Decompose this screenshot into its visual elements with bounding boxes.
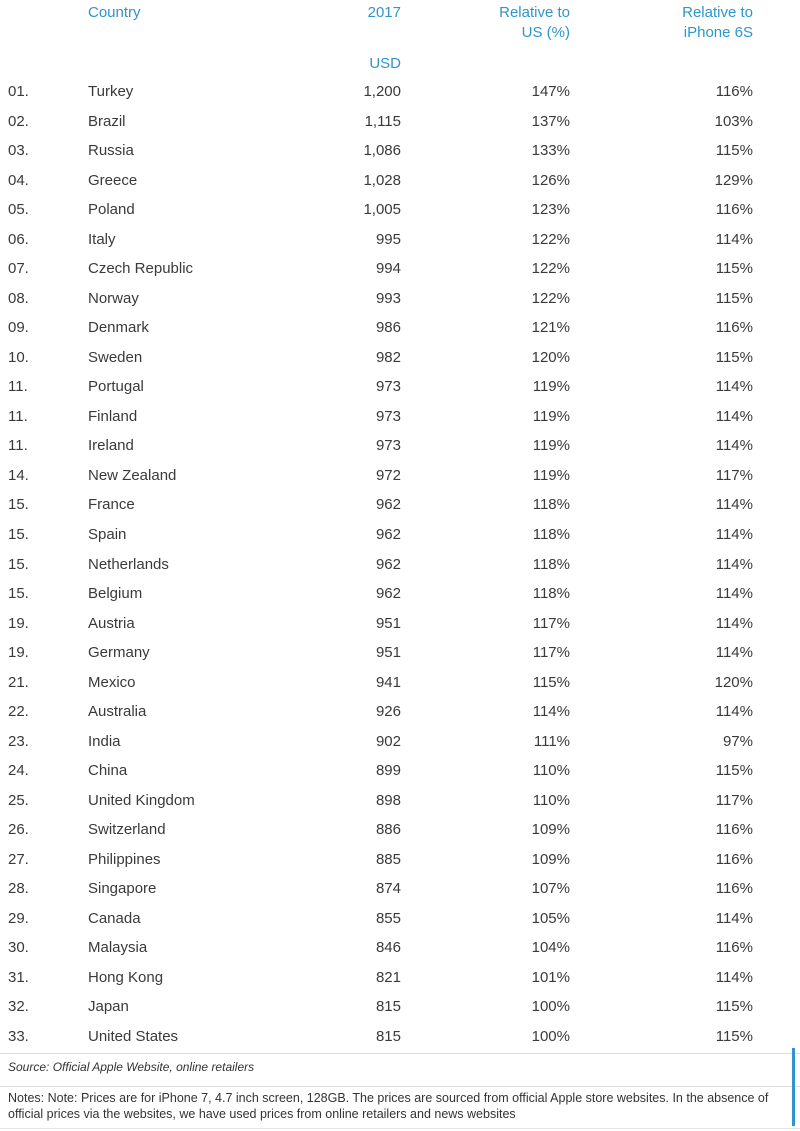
- relative-to-us-cell: 133%: [531, 142, 570, 160]
- table-row: [0, 77, 800, 107]
- price-usd-cell: 821: [375, 968, 401, 986]
- country-cell: Sweden: [88, 348, 143, 366]
- rank-cell: 11.: [8, 378, 28, 396]
- table-row: [0, 225, 800, 255]
- country-cell: Canada: [88, 909, 141, 927]
- table-row: [0, 992, 800, 1022]
- table-row: [0, 254, 800, 284]
- table-row: [0, 490, 800, 520]
- header-year: 2017: [367, 4, 401, 21]
- price-usd-cell: 1,086: [363, 142, 401, 160]
- price-usd-cell: 962: [375, 585, 401, 603]
- price-usd-cell: 972: [375, 466, 401, 484]
- table-row: [0, 343, 800, 373]
- relative-to-us-cell: 126%: [531, 171, 570, 189]
- source-note: Source: Official Apple Website, online retailers: [8, 1060, 255, 1074]
- rank-cell: 01.: [8, 83, 29, 101]
- relative-to-iphone6s-cell: 114%: [715, 496, 753, 514]
- relative-to-us-cell: 111%: [533, 732, 570, 750]
- country-cell: Turkey: [88, 83, 134, 101]
- footer-divider-middle: [0, 1086, 800, 1087]
- price-usd-cell: 874: [375, 880, 401, 898]
- price-usd-cell: 926: [375, 703, 401, 721]
- price-usd-cell: 815: [375, 1027, 401, 1045]
- country-cell: Poland: [88, 201, 135, 219]
- relative-to-iphone6s-cell: 103%: [714, 112, 753, 130]
- country-cell: Czech Republic: [88, 260, 194, 278]
- price-usd-cell: 982: [375, 348, 401, 366]
- relative-to-iphone6s-cell: 129%: [714, 171, 753, 189]
- price-usd-cell: 1,028: [363, 171, 401, 189]
- relative-to-iphone6s-cell: 114%: [715, 909, 753, 927]
- country-cell: Norway: [88, 289, 139, 307]
- relative-to-us-cell: 117%: [532, 614, 570, 632]
- header-rank-spacer: [8, 3, 88, 23]
- relative-to-iphone6s-cell: 117%: [715, 466, 753, 484]
- rank-cell: 15.: [8, 525, 29, 543]
- price-usd-cell: 994: [375, 260, 401, 278]
- relative-to-us-cell: 118%: [532, 555, 570, 573]
- price-usd-cell: 962: [375, 525, 401, 543]
- price-usd-cell: 941: [375, 673, 401, 691]
- table-row: [0, 933, 800, 963]
- table-row: [0, 579, 800, 609]
- relative-to-iphone6s-cell: 116%: [715, 850, 753, 868]
- relative-to-iphone6s-cell: 114%: [715, 585, 753, 603]
- rank-cell: 09.: [8, 319, 29, 337]
- relative-to-iphone6s-cell: 115%: [715, 142, 753, 160]
- relative-to-iphone6s-cell: 116%: [715, 939, 753, 957]
- relative-to-us-cell: 110%: [532, 762, 570, 780]
- table-row: [0, 756, 800, 786]
- relative-to-iphone6s-cell: 117%: [715, 791, 753, 809]
- relative-to-us-cell: 105%: [531, 909, 570, 927]
- relative-to-iphone6s-cell: 114%: [715, 644, 753, 662]
- relative-to-us-cell: 115%: [532, 673, 570, 691]
- country-cell: Switzerland: [88, 821, 166, 839]
- table-row: [0, 402, 800, 432]
- country-cell: Brazil: [88, 112, 126, 130]
- relative-to-us-cell: 122%: [531, 289, 570, 307]
- relative-to-iphone6s-cell: 115%: [715, 1027, 753, 1045]
- relative-to-us-cell: 118%: [532, 585, 570, 603]
- rank-cell: 19.: [8, 644, 29, 662]
- rank-cell: 23.: [8, 732, 29, 750]
- table-row: [0, 815, 800, 845]
- rank-cell: 04.: [8, 171, 29, 189]
- relative-to-iphone6s-cell: 114%: [715, 614, 753, 632]
- rank-cell: 28.: [8, 880, 29, 898]
- price-usd-cell: 962: [375, 496, 401, 514]
- relative-to-iphone6s-cell: 116%: [715, 880, 753, 898]
- relative-to-us-cell: 110%: [532, 791, 570, 809]
- country-cell: India: [88, 732, 121, 750]
- relative-to-us-cell: 117%: [532, 644, 570, 662]
- price-usd-cell: 973: [375, 378, 401, 396]
- price-usd-cell: 973: [375, 437, 401, 455]
- rank-cell: 33.: [8, 1027, 29, 1045]
- table-row: [0, 844, 800, 874]
- rank-cell: 03.: [8, 142, 29, 160]
- rank-cell: 27.: [8, 850, 29, 868]
- header-relative-us-line2: US (%): [521, 24, 570, 41]
- relative-to-us-cell: 119%: [532, 378, 570, 396]
- relative-to-iphone6s-cell: 114%: [715, 407, 753, 425]
- relative-to-us-cell: 107%: [531, 880, 570, 898]
- table-row: [0, 313, 800, 343]
- country-cell: Germany: [88, 644, 150, 662]
- header-row-1: [0, 3, 800, 23]
- table-row: [0, 549, 800, 579]
- relative-to-us-cell: 101%: [531, 968, 570, 986]
- relative-to-iphone6s-cell: 116%: [715, 83, 753, 101]
- table-row: [0, 372, 800, 402]
- rank-cell: 07.: [8, 260, 29, 278]
- price-usd-cell: 973: [375, 407, 401, 425]
- price-usd-cell: 898: [375, 791, 401, 809]
- relative-to-us-cell: 121%: [531, 319, 570, 337]
- relative-to-iphone6s-cell: 114%: [715, 703, 753, 721]
- footer-divider-bottom: [0, 1128, 800, 1129]
- header-row-usd: [0, 54, 800, 74]
- rank-cell: 25.: [8, 791, 29, 809]
- relative-to-iphone6s-cell: 115%: [715, 289, 753, 307]
- country-cell: Austria: [88, 614, 135, 632]
- rank-cell: 26.: [8, 821, 29, 839]
- country-cell: Singapore: [88, 880, 157, 898]
- price-usd-cell: 951: [375, 614, 401, 632]
- header-row-2: [0, 23, 800, 43]
- table-row: [0, 962, 800, 992]
- country-cell: Finland: [88, 407, 138, 425]
- table-row: [0, 136, 800, 166]
- relative-to-us-cell: 119%: [532, 466, 570, 484]
- price-usd-cell: 855: [375, 909, 401, 927]
- table-row: [0, 638, 800, 668]
- country-cell: France: [88, 496, 135, 514]
- relative-to-us-cell: 137%: [531, 112, 570, 130]
- price-usd-cell: 886: [375, 821, 401, 839]
- price-usd-cell: 962: [375, 555, 401, 573]
- relative-to-us-cell: 114%: [532, 703, 570, 721]
- rank-cell: 30.: [8, 939, 29, 957]
- rank-cell: 11.: [8, 437, 28, 455]
- relative-to-us-cell: 109%: [531, 850, 570, 868]
- rank-cell: 22.: [8, 703, 29, 721]
- table-row: [0, 903, 800, 933]
- relative-to-us-cell: 123%: [531, 201, 570, 219]
- price-usd-cell: 815: [375, 998, 401, 1016]
- price-usd-cell: 993: [375, 289, 401, 307]
- country-cell: Greece: [88, 171, 138, 189]
- price-usd-cell: 951: [375, 644, 401, 662]
- relative-to-iphone6s-cell: 114%: [715, 378, 753, 396]
- table-row: [0, 107, 800, 137]
- country-cell: China: [88, 762, 128, 780]
- country-cell: Belgium: [88, 585, 143, 603]
- relative-to-iphone6s-cell: 115%: [715, 260, 753, 278]
- price-usd-cell: 1,115: [364, 112, 401, 130]
- rank-cell: 11.: [8, 407, 28, 425]
- rank-cell: 06.: [8, 230, 29, 248]
- table-row: [0, 284, 800, 314]
- relative-to-iphone6s-cell: 116%: [715, 821, 753, 839]
- rank-cell: 15.: [8, 496, 29, 514]
- country-cell: Portugal: [88, 378, 144, 396]
- table-row: [0, 874, 800, 904]
- table-row: [0, 520, 800, 550]
- footnotes: Notes: Note: Prices are for iPhone 7, 4.7 inch screen, 128GB. The prices are sourced from official Apple store websites. In the absence of official prices via the websites, we have used prices from online retailers and news websites: [8, 1091, 769, 1121]
- header-relative-us-line1: Relative to: [499, 4, 570, 21]
- accent-vertical-line: [792, 1048, 795, 1126]
- relative-to-iphone6s-cell: 114%: [715, 555, 753, 573]
- relative-to-iphone6s-cell: 114%: [715, 525, 753, 543]
- country-cell: Denmark: [88, 319, 149, 337]
- relative-to-iphone6s-cell: 120%: [714, 673, 753, 691]
- table-row: [0, 608, 800, 638]
- price-usd-cell: 846: [375, 939, 401, 957]
- price-usd-cell: 1,200: [363, 83, 401, 101]
- country-cell: Japan: [88, 998, 129, 1016]
- table-row: [0, 726, 800, 756]
- relative-to-us-cell: 122%: [531, 260, 570, 278]
- country-cell: New Zealand: [88, 466, 177, 484]
- rank-cell: 15.: [8, 585, 29, 603]
- rank-cell: 08.: [8, 289, 29, 307]
- relative-to-us-cell: 122%: [531, 230, 570, 248]
- table-row: [0, 461, 800, 491]
- rank-cell: 15.: [8, 555, 29, 573]
- rank-cell: 32.: [8, 998, 29, 1016]
- table-row: [0, 667, 800, 697]
- relative-to-iphone6s-cell: 97%: [722, 732, 753, 750]
- country-cell: Hong Kong: [88, 968, 164, 986]
- rank-cell: 05.: [8, 201, 29, 219]
- relative-to-us-cell: 119%: [532, 407, 570, 425]
- relative-to-us-cell: 147%: [531, 83, 570, 101]
- rank-cell: 31.: [8, 968, 29, 986]
- country-cell: Ireland: [88, 437, 134, 455]
- relative-to-iphone6s-cell: 115%: [715, 348, 753, 366]
- relative-to-iphone6s-cell: 114%: [715, 230, 753, 248]
- rank-cell: 14.: [8, 466, 29, 484]
- relative-to-us-cell: 119%: [532, 437, 570, 455]
- relative-to-iphone6s-cell: 116%: [715, 201, 753, 219]
- relative-to-us-cell: 118%: [532, 496, 570, 514]
- table-row: [0, 1022, 800, 1052]
- relative-to-iphone6s-cell: 116%: [715, 319, 753, 337]
- country-cell: Philippines: [88, 850, 161, 868]
- table-header: [0, 3, 800, 74]
- table-row: [0, 195, 800, 225]
- header-relative-6s-line2: iPhone 6S: [683, 24, 753, 41]
- rank-cell: 24.: [8, 762, 29, 780]
- price-usd-cell: 902: [375, 732, 401, 750]
- price-usd-cell: 899: [375, 762, 401, 780]
- rank-cell: 10.: [8, 348, 29, 366]
- country-cell: Italy: [88, 230, 116, 248]
- country-cell: United States: [88, 1027, 179, 1045]
- country-cell: Australia: [88, 703, 147, 721]
- relative-to-iphone6s-cell: 114%: [715, 968, 753, 986]
- relative-to-us-cell: 118%: [532, 525, 570, 543]
- country-cell: Malaysia: [88, 939, 148, 957]
- rank-cell: 19.: [8, 614, 29, 632]
- table-body: [0, 77, 800, 1051]
- price-usd-cell: 1,005: [363, 201, 401, 219]
- rank-cell: 29.: [8, 909, 29, 927]
- country-cell: United Kingdom: [88, 791, 195, 809]
- rank-cell: 02.: [8, 112, 29, 130]
- header-usd-unit: USD: [369, 55, 401, 72]
- relative-to-iphone6s-cell: 114%: [715, 437, 753, 455]
- country-cell: Netherlands: [88, 555, 169, 573]
- relative-to-iphone6s-cell: 115%: [715, 998, 753, 1016]
- footer-divider-top: [0, 1053, 800, 1054]
- country-cell: Mexico: [88, 673, 136, 691]
- relative-to-us-cell: 100%: [531, 1027, 570, 1045]
- price-usd-cell: 995: [375, 230, 401, 248]
- relative-to-us-cell: 100%: [531, 998, 570, 1016]
- table-row: [0, 697, 800, 727]
- relative-to-iphone6s-cell: 115%: [715, 762, 753, 780]
- rank-cell: 21.: [8, 673, 29, 691]
- price-usd-cell: 885: [375, 850, 401, 868]
- table-row: [0, 785, 800, 815]
- relative-to-us-cell: 104%: [531, 939, 570, 957]
- table-row: [0, 166, 800, 196]
- price-usd-cell: 986: [375, 319, 401, 337]
- header-country: Country: [88, 4, 141, 21]
- header-relative-6s-line1: Relative to: [682, 4, 753, 21]
- relative-to-us-cell: 120%: [531, 348, 570, 366]
- table-row: [0, 431, 800, 461]
- relative-to-us-cell: 109%: [531, 821, 570, 839]
- country-cell: Spain: [88, 525, 127, 543]
- country-cell: Russia: [88, 142, 134, 160]
